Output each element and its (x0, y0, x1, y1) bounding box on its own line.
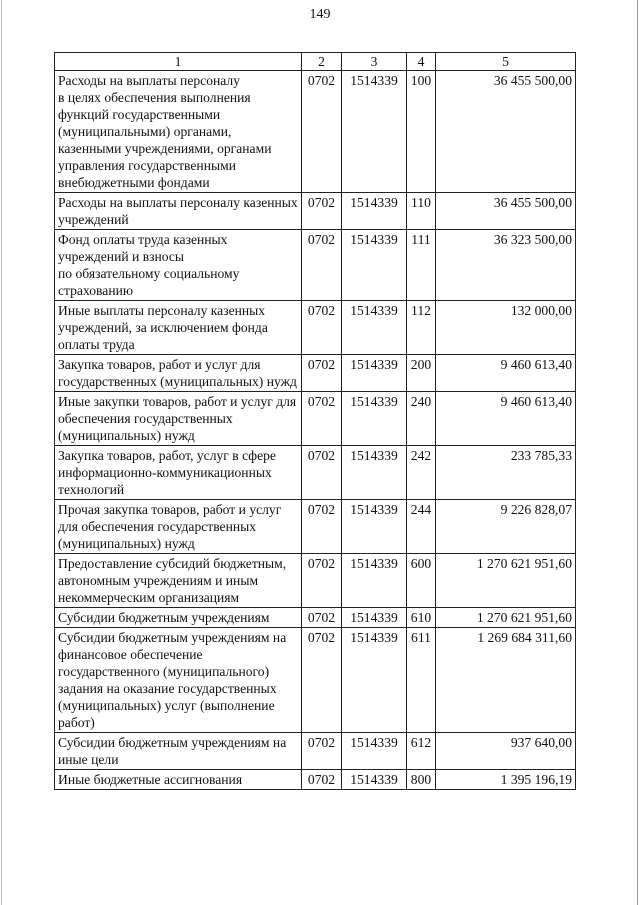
row-amount: 36 323 500,00 (436, 230, 576, 301)
table-row (55, 355, 576, 392)
table-row (55, 71, 576, 193)
row-expense-type: 600 (407, 554, 436, 608)
table-row (55, 554, 576, 608)
row-article: 1514339 (342, 628, 407, 733)
row-amount: 1 270 621 951,60 (436, 608, 576, 628)
row-expense-type: 112 (407, 301, 436, 355)
table-row (55, 733, 576, 770)
row-article: 1514339 (342, 770, 407, 790)
row-expense-type: 612 (407, 733, 436, 770)
row-name: Прочая закупка товаров, работ и услуг для обеспечения государственных (муниципальных) нужд (55, 500, 302, 554)
row-amount: 1 395 196,19 (436, 770, 576, 790)
table-row (55, 230, 576, 301)
row-amount: 1 269 684 311,60 (436, 628, 576, 733)
row-amount: 132 000,00 (436, 301, 576, 355)
row-section: 0702 (302, 554, 342, 608)
table-row (55, 608, 576, 628)
row-section: 0702 (302, 733, 342, 770)
table-row (55, 628, 576, 733)
row-expense-type: 100 (407, 71, 436, 193)
row-section: 0702 (302, 628, 342, 733)
row-amount: 9 460 613,40 (436, 355, 576, 392)
row-name: Предоставление субсидий бюджетным, автономным учреждениям и иным некоммерческим организациям (55, 554, 302, 608)
row-amount: 9 226 828,07 (436, 500, 576, 554)
row-section: 0702 (302, 446, 342, 500)
row-name: Субсидии бюджетным учреждениям на иные цели (55, 733, 302, 770)
header-col-3: 3 (342, 53, 407, 71)
row-name: Закупка товаров, работ и услуг для государственных (муниципальных) нужд (55, 355, 302, 392)
row-expense-type: 110 (407, 193, 436, 230)
row-expense-type: 240 (407, 392, 436, 446)
row-article: 1514339 (342, 392, 407, 446)
table-row (55, 500, 576, 554)
row-article: 1514339 (342, 301, 407, 355)
row-section: 0702 (302, 301, 342, 355)
table-row (55, 446, 576, 500)
row-expense-type: 242 (407, 446, 436, 500)
table-row (55, 392, 576, 446)
row-name: Иные закупки товаров, работ и услуг для обеспечения государственных (муниципальных) нужд (55, 392, 302, 446)
row-name: Субсидии бюджетным учреждениям (55, 608, 302, 628)
table-body (55, 71, 576, 790)
row-section: 0702 (302, 392, 342, 446)
row-name: Иные бюджетные ассигнования (55, 770, 302, 790)
row-amount: 1 270 621 951,60 (436, 554, 576, 608)
header-col-4: 4 (407, 53, 436, 71)
row-expense-type: 610 (407, 608, 436, 628)
page-number: 149 (309, 7, 331, 22)
row-section: 0702 (302, 770, 342, 790)
row-amount: 36 455 500,00 (436, 193, 576, 230)
row-amount: 937 640,00 (436, 733, 576, 770)
row-name: Закупка товаров, работ, услуг в сфере информационно-коммуникационных технологий (55, 446, 302, 500)
row-expense-type: 611 (407, 628, 436, 733)
row-section: 0702 (302, 355, 342, 392)
row-article: 1514339 (342, 608, 407, 628)
row-article: 1514339 (342, 230, 407, 301)
row-section: 0702 (302, 193, 342, 230)
row-name: Расходы на выплаты персоналу казенных учреждений (55, 193, 302, 230)
row-article: 1514339 (342, 500, 407, 554)
table-header-row (55, 53, 576, 71)
row-section: 0702 (302, 230, 342, 301)
scan-edge-right (637, 0, 638, 905)
row-expense-type: 800 (407, 770, 436, 790)
budget-table (54, 52, 576, 790)
row-amount: 9 460 613,40 (436, 392, 576, 446)
row-name: Субсидии бюджетным учреждениям на финансовое обеспечение государственного (муниципального) задания на оказание государственных (муниципальных) услуг (выполнение работ) (55, 628, 302, 733)
row-article: 1514339 (342, 733, 407, 770)
header-col-1: 1 (55, 53, 302, 71)
row-article: 1514339 (342, 446, 407, 500)
row-section: 0702 (302, 500, 342, 554)
table-row (55, 301, 576, 355)
row-name: Иные выплаты персоналу казенных учреждений, за исключением фонда оплаты труда (55, 301, 302, 355)
row-expense-type: 244 (407, 500, 436, 554)
row-article: 1514339 (342, 554, 407, 608)
row-article: 1514339 (342, 71, 407, 193)
row-amount: 233 785,33 (436, 446, 576, 500)
row-section: 0702 (302, 608, 342, 628)
row-expense-type: 200 (407, 355, 436, 392)
table-row (55, 193, 576, 230)
scan-edge-left (1, 0, 2, 905)
row-article: 1514339 (342, 193, 407, 230)
header-col-2: 2 (302, 53, 342, 71)
table-row (55, 770, 576, 790)
row-expense-type: 111 (407, 230, 436, 301)
row-section: 0702 (302, 71, 342, 193)
row-amount: 36 455 500,00 (436, 71, 576, 193)
row-article: 1514339 (342, 355, 407, 392)
row-name: Фонд оплаты труда казенных учреждений и взносы по обязательному социальному страхованию (55, 230, 302, 301)
header-col-5: 5 (436, 53, 576, 71)
row-name: Расходы на выплаты персоналу в целях обеспечения выполнения функций государственными (муниципальными) органами, казенными учреждениями, органами управления государственными внебюджетными фондами (55, 71, 302, 193)
